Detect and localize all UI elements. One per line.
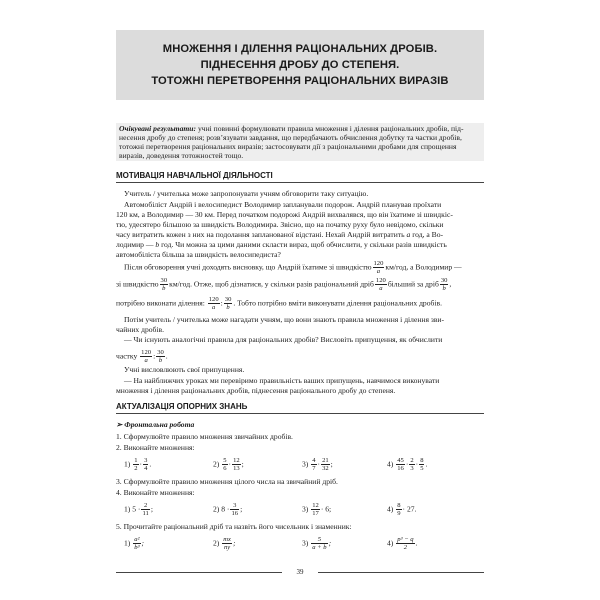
- text-line: Після обговорення учні доходять висновку, що Андрій їхатиме зі швидкістю $\frac{120}{a}$ км/год, а Володимир —: [124, 260, 462, 275]
- text-line: тю, удесятеро більшою за швидкість Володимира. Звісно, що на початку руху було невідомо, скільки: [116, 220, 444, 229]
- text-line: 120 км, а Володимир — 30 км. Перед початком подорожі Андрій вихвалявся, що він їхатиме зі швидкіс-: [116, 210, 453, 219]
- expected-line-4: виразів, доведення тотожностей тощо.: [119, 151, 244, 160]
- text-line: зі швидкістю $\frac{30}{b}$ км/год. Отже, щоб дізнатися, у скільки разів раціональний дріб $\frac{120}{a}$ більший за дріб $\frac{30}{b}$ ,: [116, 277, 452, 292]
- task-4: 4. Виконайте множення:: [116, 488, 195, 497]
- text-line: чайних дробів.: [116, 325, 164, 334]
- fraction-30-b: $\frac{30}{b}$: [224, 296, 232, 311]
- page-number: 39: [296, 568, 304, 576]
- divider: [116, 413, 484, 414]
- exercise-4-1: 1) 5 · $\frac{2}{11}$ ;: [124, 502, 153, 517]
- task-5: 5. Прочитайте раціональний дріб та назвіть його чисельник і знаменник:: [116, 522, 352, 531]
- fraction-30-b: $\frac{30}{b}$: [157, 349, 164, 364]
- exercise-5-3: 3) $\frac{5}{a + b}$ ;: [302, 536, 332, 551]
- exercise-2-3: 3) $\frac{4}{7}$ · $\frac{21}{32}$ ;: [302, 457, 333, 472]
- task-2: 2. Виконайте множення:: [116, 443, 195, 452]
- expected-line-2: несення дробу до степеня; розв’язувати завдання, що передбачають обчислення добутку та частки дробів,: [119, 133, 462, 142]
- fraction-30-b: $\frac{30}{b}$: [440, 277, 448, 292]
- exercise-4-3: 3) $\frac{12}{17}$ · 6;: [302, 502, 332, 517]
- title-line-1: МНОЖЕННЯ І ДІЛЕННЯ РАЦІОНАЛЬНИХ ДРОБІВ.: [162, 43, 438, 55]
- actualization-heading: АКТУАЛІЗАЦІЯ ОПОРНИХ ЗНАНЬ: [116, 402, 248, 411]
- text-line: Автомобіліст Андрій і велосипедист Володимир запланували подорож. Андрій планував проїхати: [124, 200, 442, 209]
- frontal-work-heading: ➢ Фронтальна робота: [116, 420, 195, 429]
- title-box: [116, 30, 484, 100]
- text-line: часу витратить кожен з них на подолання запланованої відстані. Нехай Андрій витратить a год, а Во-: [116, 230, 444, 239]
- exercise-4-4: 4) $\frac{8}{9}$ · 27.: [387, 502, 417, 517]
- title-line-3: ТОТОЖНІ ПЕРЕТВОРЕННЯ РАЦІОНАЛЬНИХ ВИРАЗІВ: [151, 75, 449, 87]
- text-line: — Чи існують аналогічні правила для раціональних дробів? Висловіть припущення, як обчислити: [124, 335, 443, 344]
- text-line: Потім учитель / учителька може нагадати учням, що вони знають правила множення і ділення зви-: [124, 315, 445, 324]
- expected-line-1: Очікувані результати: учні повинні формулювати правила множення і ділення раціональних дробів, під-: [119, 124, 464, 133]
- exercise-2-2: 2) $\frac{5}{6}$ · $\frac{12}{13}$ ;: [213, 457, 244, 472]
- exercise-4-2: 2) 8 · $\frac{3}{16}$ ;: [213, 502, 243, 517]
- footer-rule-right: [318, 572, 484, 573]
- fraction-120-a: $\frac{120}{a}$: [141, 349, 152, 364]
- fraction-120-a: $\frac{120}{a}$: [208, 296, 219, 311]
- text-line: Учні висловлюють свої припущення.: [124, 365, 245, 374]
- text-line: частку $\frac{120}{a}$ : $\frac{30}{b}$ .: [116, 349, 168, 364]
- text-line: лодимир — b год. Чи можна за цими даними скласти вираз, щоб обчислити, у скільки разів швидкість: [116, 240, 447, 249]
- exercise-5-4: 4) $\frac{\text{p³ − q}}{2}$ .: [387, 536, 418, 551]
- text-line: Учитель / учителька може запропонувати учням обговорити таку ситуацію.: [124, 189, 369, 198]
- fraction-120-a: $\frac{120}{a}$: [375, 277, 386, 292]
- expected-results-box: [116, 123, 484, 161]
- expected-line-3: тотожні перетворення раціональних виразів; застосовувати дії з раціональними дробами для спрощення: [119, 142, 457, 151]
- exercise-5-2: 2) $\frac{mx}{ny}$ ;: [213, 536, 236, 551]
- text-line: автомобіліста більша за швидкість велосипедиста?: [116, 250, 281, 259]
- motivation-heading: МОТИВАЦІЯ НАВЧАЛЬНОЇ ДІЯЛЬНОСТІ: [116, 171, 273, 180]
- text-line: множення і ділення раціональних дробів, піднесення раціонального дробу до степеня.: [116, 386, 396, 395]
- footer-rule-left: [116, 572, 282, 573]
- task-3: 3. Сформулюйте правило множення цілого числа на звичайний дріб.: [116, 477, 338, 486]
- divider: [116, 182, 484, 183]
- text-line: потрібно виконати ділення: $\frac{120}{a}$ : $\frac{30}{b}$ . Тобто потрібно вміти виконувати ділення раціональних дробів.: [116, 296, 442, 311]
- exercise-2-4: 4) $\frac{45}{16}$ · $\frac{2}{3}$ · $\frac{8}{5}$ .: [387, 457, 428, 472]
- task-1: 1. Сформулюйте правило множення звичайних дробів.: [116, 432, 293, 441]
- fraction-120-a: $\frac{120}{a}$: [373, 260, 384, 275]
- expected-label: Очікувані результати:: [119, 124, 197, 133]
- text-line: — На найближчих уроках ми перевіримо правильність ваших припущень, навчимося виконувати: [124, 376, 440, 385]
- fraction-30-b: $\frac{30}{b}$: [160, 277, 168, 292]
- exercise-5-1: 1) $\frac{\text{a²}}{\text{b³}}$ ;: [124, 536, 145, 551]
- exercise-2-1: 1) $\frac{1}{2}$ · $\frac{3}{4}$ .: [124, 457, 152, 472]
- title-line-2: ПІДНЕСЕННЯ ДРОБУ ДО СТЕПЕНЯ.: [200, 59, 400, 71]
